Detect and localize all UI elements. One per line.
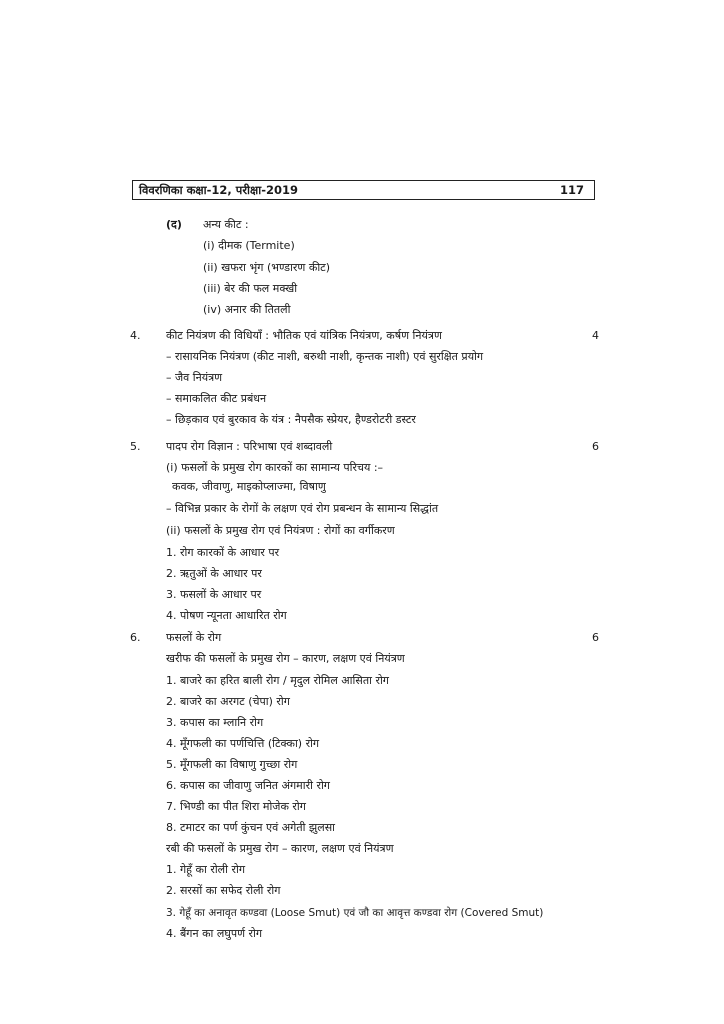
section-heading: पादप रोग विज्ञान : परिभाषा एवं शब्दावली [166,440,333,453]
list-item: – रासायनिक नियंत्रण (कीट नाशी, बरुथी नाशी, कृन्तक नाशी) एवं सुरक्षित प्रयोग [166,350,484,363]
section-heading: फसलों के रोग [166,631,222,644]
list-item: (ii) फसलों के प्रमुख रोग एवं नियंत्रण : रोगों का वर्गीकरण [166,524,395,537]
list-item: – समाकलित कीट प्रबंधन [166,392,267,405]
section-heading: कीट नियंत्रण की विधियाँ : भौतिक एवं यांत्रिक नियंत्रण, कर्षण नियंत्रण [166,329,442,342]
list-item: (i) दीमक (Termite) [203,239,295,252]
list-item: (i) फसलों के प्रमुख रोग कारकों का सामान्य परिचय :– [166,461,384,474]
sub-heading: रबी की फसलों के प्रमुख रोग – कारण, लक्षण एवं नियंत्रण [166,842,394,855]
page-header [132,180,595,200]
list-item: 3. कपास का म्लानि रोग [166,716,264,729]
list-item: 4. मूँगफली का पर्णचित्ति (टिक्का) रोग [166,737,320,750]
section-d-title: अन्य कीट : [203,218,249,231]
list-item: 1. गेहूँ का रोली रोग [166,863,246,876]
page-number: 117 [559,183,584,197]
header-title: विवरणिका कक्षा-12, परीक्षा-2019 [139,182,298,197]
list-item: 6. कपास का जीवाणु जनित अंगमारी रोग [166,779,330,792]
list-item: 3. फसलों के आधार पर [166,588,262,601]
list-item: 4. बैंगन का लघुपर्ण रोग [166,927,263,940]
list-item: (ii) खफरा भृंग (भण्डारण कीट) [203,261,331,274]
list-item: 1. बाजरे का हरित बाली रोग / मृदुल रोमिल आसिता रोग [166,674,389,687]
sub-heading: खरीफ की फसलों के प्रमुख रोग – कारण, लक्षण एवं नियंत्रण [166,652,405,665]
list-item: (iv) अनार की तितली [203,303,291,316]
section-number: 5. [130,440,141,453]
list-item: 2. सरसों का सफेद रोली रोग [166,884,281,897]
list-item: 3. गेहूँ का अनावृत कण्डवा (Loose Smut) एवं जौ का आवृत्त कण्डवा रोग (Covered Smut) [166,907,544,919]
list-item: 5. मूँगफली का विषाणु गुच्छा रोग [166,758,298,771]
list-item: – विभिन्न प्रकार के रोगों के लक्षण एवं रोग प्रबन्धन के सामान्य सिद्धांत [166,502,439,515]
section-d-label: (द) [166,218,182,231]
list-item: (iii) बेर की फल मक्खी [203,282,298,295]
section-marks: 4 [592,329,599,342]
section-marks: 6 [592,631,599,644]
section-marks: 6 [592,440,599,453]
list-item: 7. भिण्डी का पीत शिरा मोजेक रोग [166,800,306,813]
list-item: 1. रोग कारकों के आधार पर [166,546,280,559]
list-item: 4. पोषण न्यूनता आधारित रोग [166,609,287,622]
list-item: कवक, जीवाणु, माइकोप्लाज्मा, विषाणु [172,480,326,493]
list-item: – छिड़काव एवं बुरकाव के यंत्र : नैपसैक स्प्रेयर, हैण्डरोटरी डस्टर [166,413,416,426]
section-number: 6. [130,631,141,644]
list-item: 8. टमाटर का पर्ण कुंचन एवं अगेती झुलसा [166,821,335,834]
section-number: 4. [130,329,141,342]
list-item: 2. बाजरे का अरगट (चेपा) रोग [166,695,290,708]
list-item: 2. ऋतुओं के आधार पर [166,567,262,580]
list-item: – जैव नियंत्रण [166,371,223,384]
